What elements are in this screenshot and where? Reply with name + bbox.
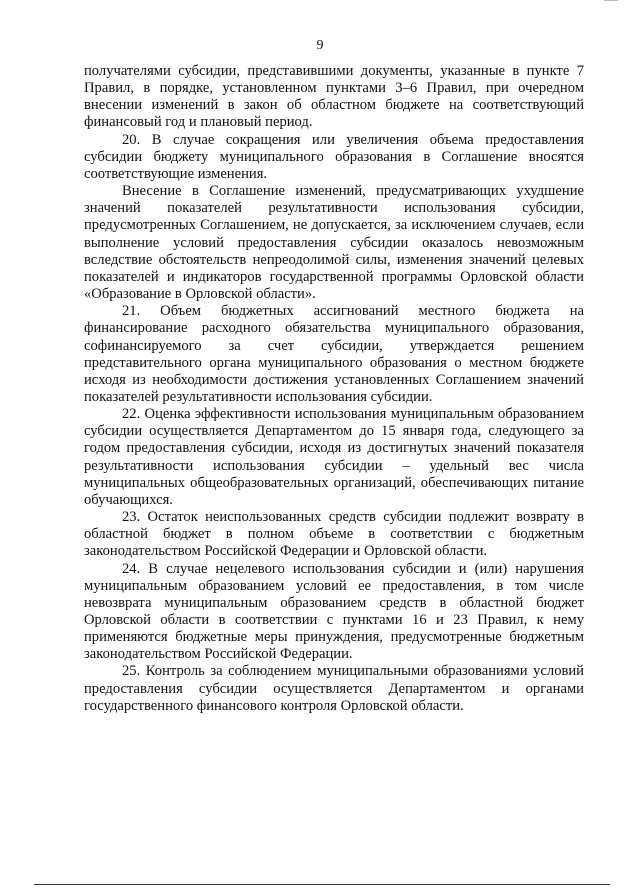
paragraph-continuation: получателями субсидии, представившими документы, указанные в пункте 7 Правил, в порядке, установленном пунктами 3–6 Правил, при очередном внесении изменений в закон об областном бюджете на соответствующий финансовый год и плановый период. [84,63,584,131]
page-number: 9 [316,38,324,53]
paragraph-25: 25. Контроль за соблюдением муниципальными образованиями условий предоставления субсидии осуществляется Департаментом и органами государственного финансового контроля Орловской области. [84,663,584,714]
paragraph-23: 23. Остаток неиспользованных средств субсидии подлежит возврату в областной бюджет в полном объеме в соответствии с бюджетным законодательством Российской Федерации и Орловской области. [84,509,584,560]
footer-rule [34,884,610,885]
paragraph-21: 21. Объем бюджетных ассигнований местного бюджета на финансирование расходного обязательства муниципального образования, софинансируемого за счет субсидии, утверждается решением представительного органа муниципального образования о местном бюджете исходя из необходимости достижения установленных Соглашением значений показателей результативности использования субсидии. [84,303,584,405]
paragraph-22: 22. Оценка эффективности использования муниципальным образованием субсидии осуществляется Департаментом до 15 января года, следующего за годом предоставления субсидии, исходя из достигнутых значений показателя результативности использования субсидии – удельный вес числа муниципальных общеобразовательных организаций, обеспечивающих питание обучающихся. [84,406,584,508]
paragraph-24: 24. В случае нецелевого использования субсидии и (или) нарушения муниципальным образованием условий ее предоставления, в том числе невозврата муниципальным образованием средств в областной бюджет Орловской области в соответствии с пунктами 16 и 23 Правил, к нему применяются бюджетные меры принуждения, предусмотренные бюджетным законодательством Российской Федерации. [84,560,584,663]
document-body [84,63,584,715]
paragraph-20-amendment: Внесение в Соглашение изменений, предусматривающих ухудшение значений показателей результативности использования субсидии, предусмотренных Соглашением, не допускается, за исключением случаев, если выполнение условий предоставления субсидии оказалось невозможным вследствие обстоятельств непреодолимой силы, изменения значений целевых показателей и индикаторов государственной программы Орловской области «Образование в Орловской области». [84,183,584,303]
scan-corner-mark [604,0,618,2]
paragraph-20: 20. В случае сокращения или увеличения объема предоставления субсидии бюджету муниципального образования в Соглашение вносятся соответствующие изменения. [84,131,584,182]
